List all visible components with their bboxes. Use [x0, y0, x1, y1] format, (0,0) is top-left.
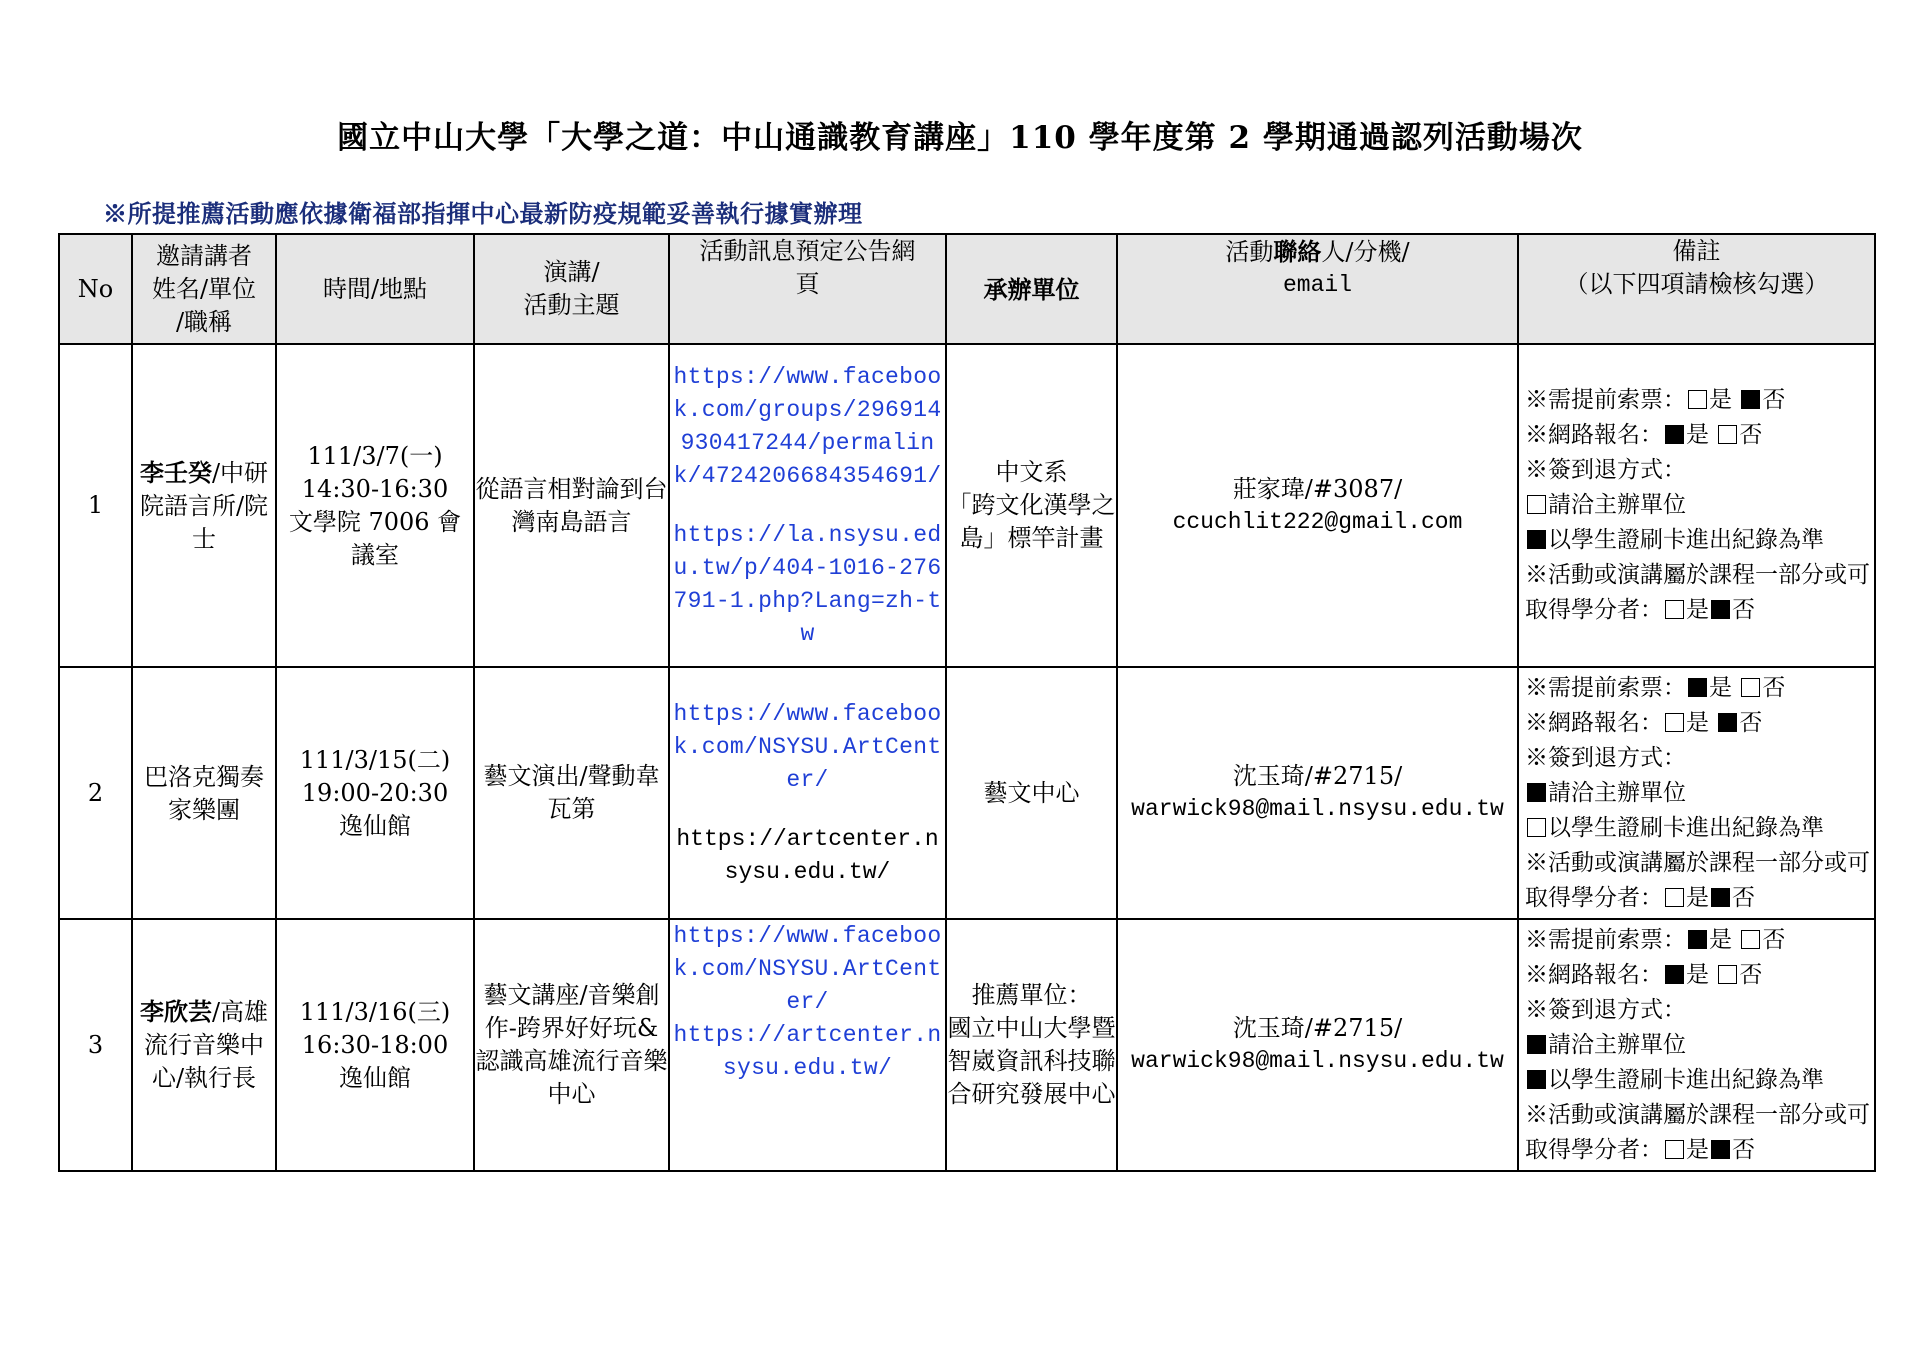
- checkbox-empty-icon[interactable]: [1665, 888, 1684, 907]
- web-link[interactable]: https://artcenter.nsysu.edu.tw/: [673, 1022, 942, 1081]
- header-remark-line1: 備註: [1672, 237, 1721, 265]
- option-no: 否: [1732, 884, 1755, 911]
- cell-contact: [1117, 919, 1518, 1171]
- org-line2: 國立中山大學暨智崴資訊科技聯合研究發展中心: [947, 1014, 1116, 1108]
- table-header-row: [59, 234, 1875, 344]
- remark-ticket: [1525, 923, 1874, 958]
- time-place: 逸仙館: [339, 811, 411, 840]
- remark-signin-option-b: [1525, 811, 1874, 846]
- time-place: 逸仙館: [339, 1063, 411, 1092]
- remark-label: ※簽到退方式：: [1525, 996, 1686, 1023]
- header-topic-line2: 活動主題: [523, 291, 620, 319]
- remark-label: ※簽到退方式：: [1525, 457, 1686, 483]
- time-date: 111/3/7(一): [307, 441, 443, 470]
- web-link[interactable]: https://www.facebook.com/NSYSU.ArtCenter/: [673, 700, 942, 793]
- speaker-detail: 巴洛克獨奏家樂團: [144, 762, 264, 824]
- remark-label: ※需提前索票：: [1525, 387, 1686, 413]
- web-link[interactable]: https://www.facebook.com/groups/296914930417244/permalink/4724206684354691/: [673, 363, 942, 489]
- space: [1709, 710, 1716, 736]
- space: [1732, 675, 1739, 701]
- option-yes: 是: [1709, 387, 1732, 413]
- web-link-plain: https://artcenter.nsysu.edu.tw/: [676, 825, 939, 885]
- contact-email: ccuchlit222@gmail.com: [1172, 508, 1463, 535]
- activity-table: [58, 233, 1876, 1172]
- cell-topic: 從語言相對論到台灣南島語言: [474, 344, 669, 667]
- remark-credit: [1525, 846, 1874, 916]
- option-no: 否: [1739, 961, 1763, 988]
- cell-speaker: [132, 667, 276, 919]
- option-yes: 是: [1709, 674, 1732, 701]
- cell-speaker: [132, 919, 276, 1171]
- checkbox-empty-icon[interactable]: [1718, 965, 1737, 984]
- checkbox-empty-icon[interactable]: [1741, 678, 1760, 697]
- remark-signin: [1525, 993, 1874, 1028]
- remark-registration: [1525, 418, 1874, 453]
- cell-speaker: [132, 344, 276, 667]
- checkbox-checked-icon[interactable]: [1527, 783, 1546, 802]
- checkbox-checked-icon[interactable]: [1527, 1070, 1546, 1089]
- option-label: 以學生證刷卡進出紀錄為準: [1548, 814, 1824, 841]
- cell-remark: [1518, 344, 1875, 667]
- time-range: 16:30-18:00: [301, 1030, 449, 1059]
- remark-label: ※網路報名：: [1525, 709, 1663, 736]
- option-no: 否: [1762, 387, 1786, 413]
- notice-text: ※所提推薦活動應依據衛福部指揮中心最新防疫規範妥善執行據實辦理: [103, 199, 863, 228]
- speaker-name: 李欣芸: [139, 997, 212, 1026]
- time-place: 文學院 7006 會議室: [288, 507, 462, 569]
- option-no: 否: [1732, 1136, 1755, 1163]
- header-speaker-line2: 姓名/單位: [151, 274, 257, 303]
- space: [1732, 387, 1739, 413]
- option-yes: 是: [1686, 597, 1709, 623]
- header-web-line2: 頁: [795, 270, 820, 298]
- checkbox-empty-icon[interactable]: [1688, 390, 1707, 409]
- header-no: No: [59, 234, 132, 344]
- option-yes: 是: [1709, 926, 1732, 953]
- contact-name: 莊家瑋/#3087/: [1232, 474, 1403, 503]
- cell-contact: [1117, 344, 1518, 667]
- remark-label: ※活動或演講屬於課程一部分或可取得學分者：: [1525, 1101, 1870, 1163]
- cell-no: 3: [59, 919, 132, 1171]
- remark-registration: [1525, 706, 1874, 741]
- remark-signin-option-b: [1525, 523, 1874, 558]
- header-org: 承辦單位: [946, 234, 1117, 344]
- header-speaker-line1: 邀請講者: [156, 241, 252, 270]
- contact-name: 沈玉琦/#2715/: [1232, 1014, 1403, 1042]
- speaker-name: 李壬癸: [139, 457, 212, 487]
- cell-remark: [1518, 667, 1875, 919]
- option-yes: 是: [1686, 961, 1709, 988]
- header-remark: [1518, 234, 1875, 344]
- remark-label: ※需提前索票：: [1525, 926, 1686, 953]
- checkbox-checked-icon[interactable]: [1741, 390, 1760, 409]
- option-no: 否: [1739, 709, 1763, 736]
- remark-signin-option-a: [1525, 488, 1874, 523]
- checkbox-checked-icon[interactable]: [1688, 678, 1707, 697]
- table-row: [59, 919, 1875, 1171]
- header-time: 時間/地點: [276, 234, 474, 344]
- cell-remark: [1518, 919, 1875, 1171]
- cell-time: [276, 919, 474, 1171]
- cell-org: [946, 344, 1117, 667]
- option-no: 否: [1732, 597, 1755, 623]
- checkbox-checked-icon[interactable]: [1718, 713, 1737, 732]
- table-row: [59, 667, 1875, 919]
- checkbox-empty-icon[interactable]: [1741, 930, 1760, 949]
- remark-signin-option-b: [1525, 1063, 1874, 1098]
- web-link[interactable]: https://la.nsysu.edu.tw/p/404-1016-276791-1.php?Lang=zh-tw: [673, 521, 942, 647]
- cell-org: [946, 919, 1117, 1171]
- cell-no: 2: [59, 667, 132, 919]
- checkbox-checked-icon[interactable]: [1665, 965, 1684, 984]
- remark-credit: [1525, 1098, 1874, 1168]
- option-no: 否: [1739, 422, 1763, 448]
- header-topic-line1: 演講/: [543, 258, 600, 286]
- header-topic: [474, 234, 669, 344]
- remark-label: ※網路報名：: [1525, 422, 1663, 448]
- cell-web: [669, 667, 946, 919]
- checkbox-checked-icon[interactable]: [1527, 1035, 1546, 1054]
- option-label: 請洽主辦單位: [1548, 779, 1686, 806]
- remark-label: ※需提前索票：: [1525, 674, 1686, 701]
- remark-label: ※活動或演講屬於課程一部分或可取得學分者：: [1525, 562, 1870, 623]
- contact-email: warwick98@mail.nsysu.edu.tw: [1131, 1048, 1504, 1074]
- option-yes: 是: [1686, 884, 1709, 911]
- option-yes: 是: [1686, 1136, 1709, 1163]
- cell-no: 1: [59, 344, 132, 667]
- checkbox-empty-icon[interactable]: [1718, 425, 1737, 444]
- header-contact-line1: [1118, 235, 1517, 269]
- header-contact-c: 人/分機/: [1321, 238, 1410, 266]
- checkbox-checked-icon[interactable]: [1688, 930, 1707, 949]
- header-contact-a: 活動: [1225, 238, 1274, 266]
- remark-label: ※簽到退方式：: [1525, 744, 1686, 771]
- speaker-detail: /高雄流行音樂中心/執行長: [144, 998, 269, 1092]
- header-contact: [1117, 234, 1518, 344]
- remark-credit: [1525, 558, 1874, 628]
- cell-topic: 藝文演出/聲動韋瓦第: [474, 667, 669, 919]
- checkbox-checked-icon[interactable]: [1711, 600, 1730, 619]
- header-contact-b: 聯絡: [1273, 237, 1322, 266]
- cell-web: [669, 344, 946, 667]
- checkbox-checked-icon[interactable]: [1711, 1140, 1730, 1159]
- option-label: 以學生證刷卡進出紀錄為準: [1548, 1066, 1824, 1093]
- option-no: 否: [1762, 674, 1786, 701]
- cell-topic: 藝文講座/音樂創作-跨界好好玩&認識高雄流行音樂中心: [474, 919, 669, 1171]
- remark-ticket: [1525, 383, 1874, 418]
- time-date: 111/3/16(三): [299, 997, 451, 1026]
- space: [1709, 422, 1716, 448]
- speaker-detail: /中研院語言所/院士: [139, 458, 269, 553]
- checkbox-empty-icon[interactable]: [1665, 713, 1684, 732]
- option-label: 請洽主辦單位: [1548, 1031, 1686, 1058]
- header-remark-line2: （以下四項請檢核勾選）: [1564, 270, 1829, 298]
- checkbox-checked-icon[interactable]: [1527, 530, 1546, 549]
- link-gap: [670, 797, 945, 823]
- option-no: 否: [1762, 926, 1786, 953]
- remark-signin: [1525, 453, 1874, 488]
- org-line1: 藝文中心: [983, 778, 1080, 807]
- time-date: 111/3/15(二): [299, 745, 451, 774]
- checkbox-empty-icon[interactable]: [1665, 1140, 1684, 1159]
- header-web-line1: 活動訊息預定公告網: [699, 237, 916, 265]
- contact-name: 沈玉琦/#2715/: [1232, 762, 1403, 790]
- remark-ticket: [1525, 671, 1874, 706]
- header-contact-email: email: [1282, 272, 1352, 298]
- cell-time: [276, 344, 474, 667]
- table-row: [59, 344, 1875, 667]
- checkbox-checked-icon[interactable]: [1665, 425, 1684, 444]
- contact-email: warwick98@mail.nsysu.edu.tw: [1131, 796, 1504, 822]
- time-range: 14:30-16:30: [301, 474, 449, 503]
- org-line1: 推薦單位：: [971, 981, 1092, 1009]
- remark-label: ※網路報名：: [1525, 961, 1663, 988]
- web-link[interactable]: https://www.facebook.com/NSYSU.ArtCenter/: [673, 923, 942, 1015]
- option-yes: 是: [1686, 709, 1709, 736]
- remark-signin-option-a: [1525, 1028, 1874, 1063]
- remark-signin-option-a: [1525, 776, 1874, 811]
- remark-signin: [1525, 741, 1874, 776]
- option-yes: 是: [1686, 422, 1709, 448]
- option-label: 以學生證刷卡進出紀錄為準: [1548, 527, 1824, 553]
- cell-web: [669, 919, 946, 1171]
- checkbox-empty-icon[interactable]: [1665, 600, 1684, 619]
- org-line2: 「跨文化漢學之島」標竿計畫: [947, 491, 1116, 552]
- cell-org: [946, 667, 1117, 919]
- link-gap: [670, 493, 945, 519]
- checkbox-checked-icon[interactable]: [1711, 888, 1730, 907]
- option-label: 請洽主辦單位: [1548, 492, 1686, 518]
- org-line1: 中文系: [995, 458, 1068, 486]
- checkbox-empty-icon[interactable]: [1527, 495, 1546, 514]
- remark-registration: [1525, 958, 1874, 993]
- header-speaker-line3: /職稱: [175, 307, 233, 336]
- space: [1709, 962, 1716, 988]
- header-speaker: [132, 234, 276, 344]
- page-title: 國立中山大學「大學之道：中山通識教育講座」110 學年度第 2 學期通過認列活動場次: [337, 120, 1583, 156]
- time-range: 19:00-20:30: [301, 778, 449, 807]
- cell-time: [276, 667, 474, 919]
- remark-label: ※活動或演講屬於課程一部分或可取得學分者：: [1525, 849, 1870, 911]
- checkbox-empty-icon[interactable]: [1527, 818, 1546, 837]
- space: [1732, 927, 1739, 953]
- cell-contact: [1117, 667, 1518, 919]
- header-web: [669, 234, 946, 344]
